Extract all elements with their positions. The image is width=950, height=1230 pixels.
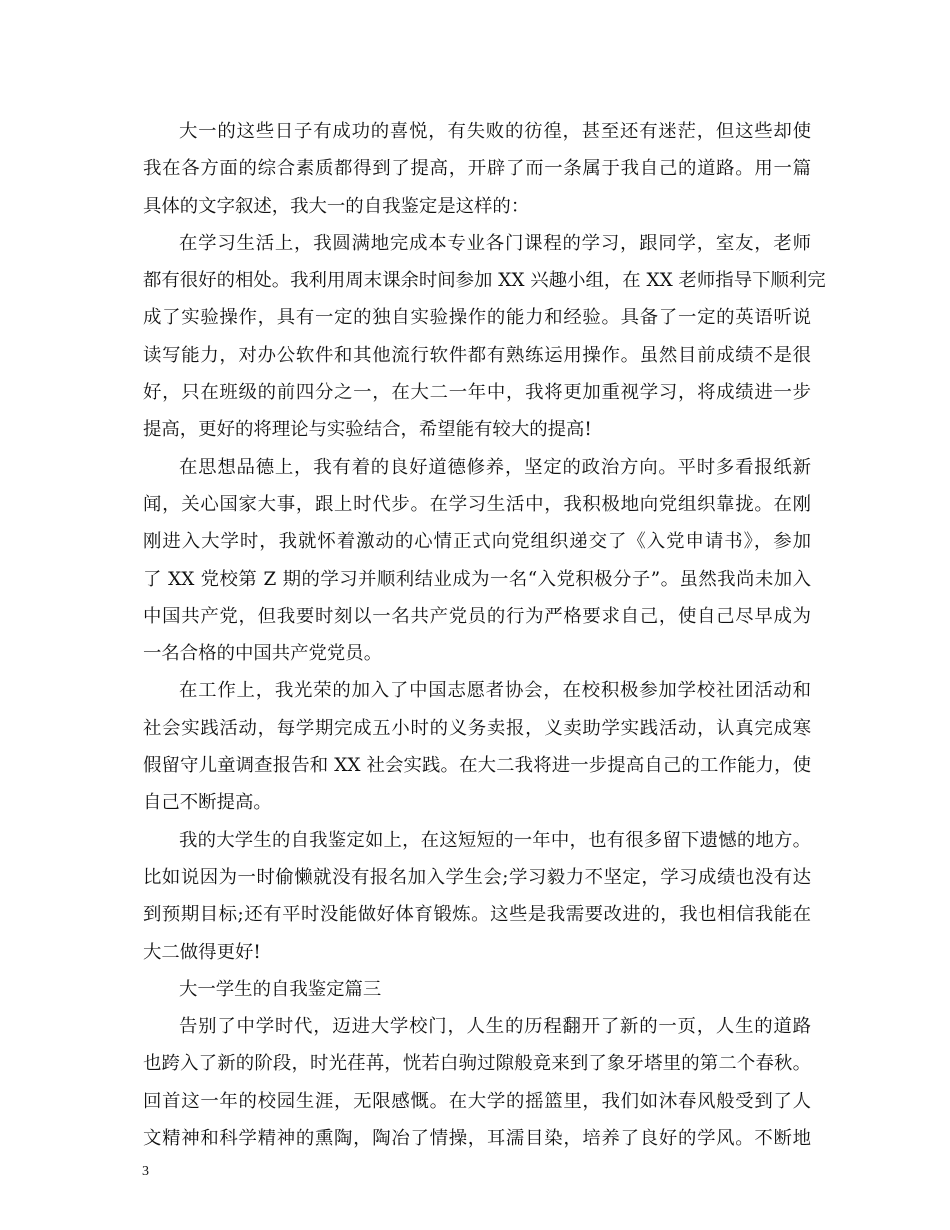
text-line: 大一的这些日子有成功的喜悦，有失败的彷徨，甚至还有迷茫，但这些却使: [179, 121, 811, 142]
text-line: 刚进入大学时，我就怀着激动的心情正式向党组织递交了《入党申请书》，参加: [143, 531, 811, 553]
text-line: 在思想品德上，我有着的良好道德修养，坚定的政治方向。平时多看报纸新: [179, 456, 811, 478]
text-line: 在学习生活上，我圆满地完成本专业各门课程的学习，跟同学，室友，老师: [179, 232, 811, 254]
page-number: 3: [142, 1164, 149, 1179]
text-line: 具体的文字叙述，我大一的自我鉴定是这样的：: [143, 195, 530, 217]
text-line: 提高，更好的将理论与实验结合，希望能有较大的提高!: [143, 419, 592, 441]
text-line: 我的大学生的自我鉴定如上，在这短短的一年中，也有很多留下遗憾的地方。: [179, 829, 811, 851]
text-line: 到预期目标;还有平时没能做好体育锻炼。这些是我需要改进的，我也相信我能在: [143, 904, 811, 926]
document-body: [143, 113, 826, 1157]
text-line: 文精神和科学精神的熏陶，陶冶了情操，耳濡目染，培养了良好的学风。不断地: [143, 1128, 811, 1150]
text-line: 都有很好的相处。我利用周末课余时间参加 XX 兴趣小组，在 XX 老师指导下顺利完: [143, 270, 826, 292]
text-line: 假留守儿童调查报告和 XX 社会实践。在大二我将进一步提高自己的工作能力，使: [143, 755, 811, 777]
text-line: 比如说因为一时偷懒就没有报名加入学生会;学习毅力不坚定，学习成绩也没有达: [143, 866, 811, 888]
text-line: 回首这一年的校园生涯，无限感慨。在大学的摇篮里，我们如沐春风般受到了人: [143, 1090, 811, 1112]
text-line: 自己不断提高。: [143, 792, 272, 814]
text-line: 告别了中学时代，迈进大学校门，人生的历程翻开了新的一页，人生的道路: [179, 1016, 811, 1038]
text-line: 大二做得更好!: [143, 941, 261, 963]
text-line: 大一学生的自我鉴定篇三: [179, 978, 382, 1000]
text-line: 在工作上，我光荣的加入了中国志愿者协会，在校积极参加学校社团活动和: [179, 680, 811, 702]
text-line: 好，只在班级的前四分之一，在大二一年中，我将更加重视学习，将成绩进一步: [143, 382, 811, 404]
text-line: 读写能力，对办公软件和其他流行软件都有熟练运用操作。虽然目前成绩不是很: [143, 344, 811, 366]
text-line: 社会实践活动，每学期完成五小时的义务卖报，义卖助学实践活动，认真完成寒: [143, 717, 811, 739]
text-line: 我在各方面的综合素质都得到了提高，开辟了而一条属于我自己的道路。用一篇: [143, 158, 811, 180]
text-line: 了 XX 党校第 Z 期的学习并顺利结业成为一名“入党积极分子”。虽然我尚未加入: [143, 568, 811, 590]
text-line: 中国共产党，但我要时刻以一名共产党员的行为严格要求自己，使自己尽早成为: [143, 605, 811, 627]
text-line: 闻，关心国家大事，跟上时代步。在学习生活中，我积极地向党组织靠拢。在刚: [143, 493, 811, 515]
text-line: 一名合格的中国共产党党员。: [143, 643, 383, 665]
text-line: 也跨入了新的阶段，时光荏苒，恍若白驹过隙般竟来到了象牙塔里的第二个春秋。: [143, 1053, 811, 1075]
text-line: 成了实验操作，具有一定的独自实验操作的能力和经验。具备了一定的英语听说: [143, 307, 811, 329]
